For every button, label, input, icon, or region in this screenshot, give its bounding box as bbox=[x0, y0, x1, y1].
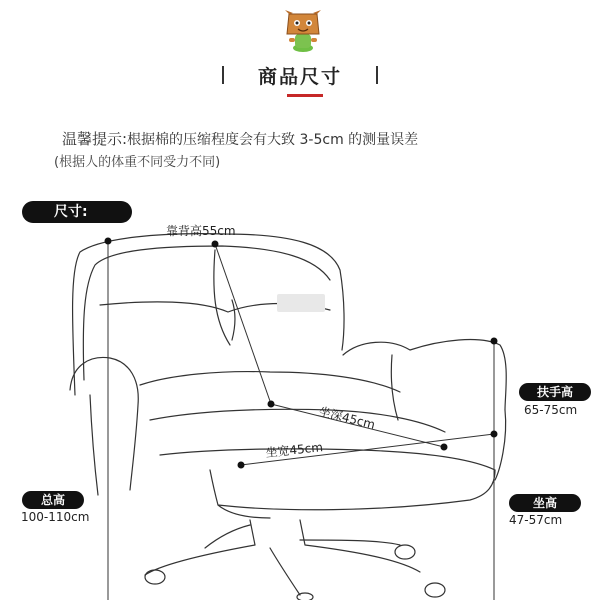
arm-height-badge: 扶手高 bbox=[519, 383, 591, 401]
seat-cushion bbox=[140, 372, 400, 392]
back-height-dot bbox=[212, 241, 219, 248]
right-armrest bbox=[343, 340, 506, 410]
tip-label: 温馨提示: bbox=[62, 130, 128, 148]
arm-height-value: 65-75cm bbox=[524, 403, 578, 417]
left-armrest bbox=[70, 357, 138, 490]
page-title: 商品尺寸 bbox=[257, 66, 342, 88]
seat-depth-start-dot bbox=[268, 401, 275, 408]
tip-text: 根据棉的压缩程度会有大致 3-5cm 的测量误差 bbox=[127, 132, 419, 148]
total-height-dot bbox=[105, 238, 112, 245]
total-height-badge: 总高 bbox=[22, 491, 84, 509]
seat-depth-end-dot bbox=[441, 444, 448, 451]
seat-depth-label: 坐深45cm bbox=[317, 404, 377, 432]
back-height-label: 靠背高55cm bbox=[166, 224, 236, 238]
tip-subtext: (根据人的体重不同受力不同) bbox=[54, 155, 221, 170]
seat-width-label: 坐宽45cm bbox=[264, 440, 324, 460]
total-height-value: 100-110cm bbox=[21, 510, 90, 524]
size-label: 尺寸: bbox=[22, 201, 132, 223]
backrest-outline bbox=[73, 234, 344, 395]
seat-height-badge: 坐高 bbox=[509, 494, 581, 512]
seat-width-start-dot bbox=[238, 462, 245, 469]
seat-width-end-dot bbox=[491, 431, 498, 438]
seat-height-value: 47-57cm bbox=[509, 513, 563, 527]
back-height-line bbox=[215, 244, 271, 404]
arm-height-dot bbox=[491, 338, 498, 345]
